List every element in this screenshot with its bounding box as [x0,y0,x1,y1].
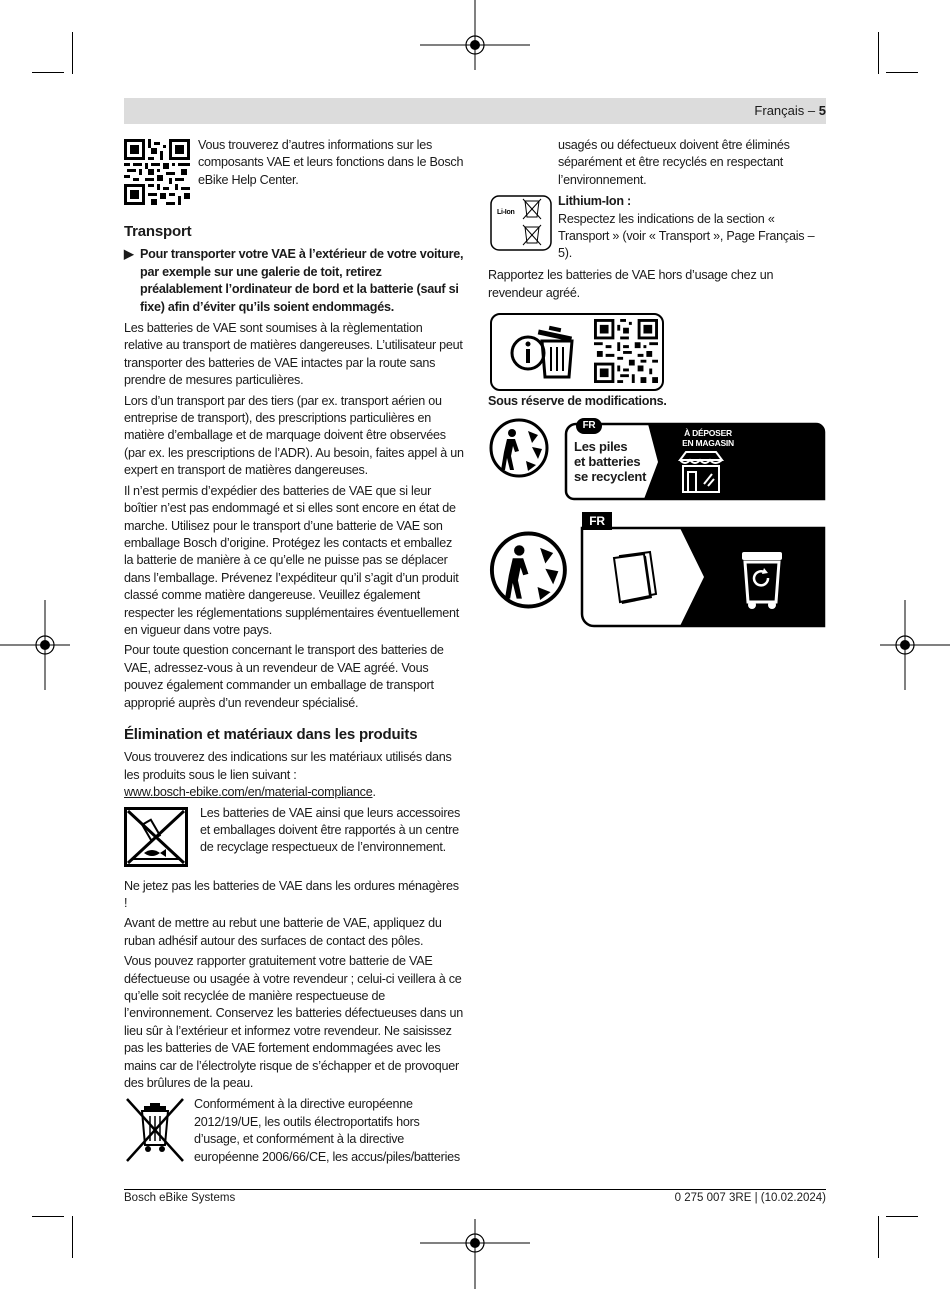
crop-mark [32,1216,64,1217]
triman-label-2 [580,510,826,628]
bullet-arrow-icon: ▶ [124,247,134,262]
footer-company: Bosch eBike Systems [124,1192,236,1204]
triman-text [574,439,646,484]
recycling-block [124,805,464,875]
header-separator: – [807,103,816,118]
footer-rule [124,1189,826,1190]
badge-line: À DÉPOSER [684,428,732,438]
transport-bullet-text: Pour transporter votre VAE à l’extérieur de votre voiture, par exemple sur une galerie de toit, retirez préalablement l’ordinateur de bord et la batterie (sauf si fixe) afin d’éviter qu’ils soient endommagés. [140,247,464,314]
li-ion-title: Lithium-Ion : [558,194,631,209]
info-recycle-box [490,313,664,391]
crop-mark [878,1216,879,1258]
lithium-ion-block [488,193,826,263]
paragraph: Ne jetez pas les batteries de VAE dans les ordures ménagères ! [124,878,459,910]
paragraph: Pour toute question concernant le transport des batteries de VAE, adressez-vous à un revendeur de VAE agréé. Vous pouvez également commander un emballage de transport approprié auprès d’un revendeur spécialisé. [124,643,444,710]
registration-mark-left [0,600,70,690]
transport-title: Transport [124,223,192,240]
crop-mark [878,32,879,74]
paragraph: Avant de mettre au rebut une batterie de VAE, appliquez du ruban adhésif autour des surfaces de contact des pôles. [124,916,442,948]
triman-line: Les piles [574,439,628,454]
store-icon [678,450,724,494]
page-number: 5 [818,103,826,118]
paragraph: Conformément à la directive européenne 2012/19/UE, les outils électroportatifs hors d’usage, et conformément à la directive européenne 2006/66/CE, les accus/piles/batteries [194,1097,460,1164]
triman-recycle-icon [488,527,574,613]
country-badge: FR [589,514,605,528]
info-trash-icon [506,323,582,379]
paper-icon [610,548,660,606]
triman-line: se recyclent [574,469,647,484]
link-suffix: . [372,785,376,800]
crop-mark [72,1216,73,1258]
registration-mark-right [880,600,950,690]
paragraph: Les batteries de VAE ainsi que leurs accessoires et emballages doivent être rapportés à un centre de recyclage respectueux de l’environnement. [200,805,461,855]
weee-block [124,1096,464,1166]
registration-mark-top [420,0,530,70]
crop-mark [886,1216,918,1217]
qr-code-icon [594,319,658,383]
paragraph: usagés ou défectueux doivent être éliminés séparément et être recyclés en respectant l’environnement. [558,138,790,187]
svg-text:Li-Ion: Li-Ion [497,209,515,217]
badge-line: EN MAGASIN [682,438,734,448]
crop-mark [32,72,64,73]
li-ion-text: Respectez les indications de la section « Transport » (voir « Transport », Page Français – 5). [558,211,815,261]
qr-code-icon [124,139,190,205]
country-badge: FR [576,418,602,434]
footer-doc-id: 0 275 007 3RE | (10.02.2024) [674,1192,826,1204]
paragraph: Il n’est permis d’expédier des batteries de VAE que si leur boîtier n’est pas endommagé et si elles sont encore en état de marche. Utilisez pour le transport d’une batterie de VAE son emballage Bosch d’origine. Protégez les contacts et emballez la batterie de manière à ce qu’elle ne puisse pas se déplacer dans l’emballage. Prévenez l’expéditeur qu’il s’agit d’un produit classé comme matière dangereuse. Veuillez également respecter les réglementations supplémentaires éventuellement en vigueur dans votre pays. [124,483,460,637]
crop-mark [72,32,73,74]
triman-recycle-icon [488,417,554,479]
paragraph: Rapportez les batteries de VAE hors d’usage chez un revendeur agréé. [488,268,774,300]
header-label [754,103,826,118]
header-section: Français [754,103,805,118]
crop-mark [886,72,918,73]
right-column [488,137,826,528]
left-column [124,137,464,1166]
qr-block [124,137,464,219]
paragraph: Vous pouvez rapporter gratuitement votre batterie de VAE défectueuse ou usagée à votre revendeur ; celui-ci veillera à ce qu’elle soit recyclée de manière respectueuse de l’environnement. Conservez les batteries défectueuses dans un lieu sûr à l’extérieur et informez votre revendeur. Ne saisissez pas les batteries de VAE fortement endommagées avec les mains car de l’électrolyte risque de s’échapper et de provoquer des brûlures de la peau. [124,954,463,1091]
reserve-note: Sous réserve de modifications. [488,394,667,408]
paragraph: Les batteries de VAE sont soumises à la règlementation relative au transport de matières dangereuses. L’utilisateur peut transporter des batteries de VAE intactes par la route sans prendre de mesures particulières. [124,321,463,388]
paragraph: Lors d’un transport par des tiers (par ex. transport aérien ou entreprise de transport), des prescriptions particulières en matière d’emballage et de marquage doivent être observées (par ex. les prescriptions de l’ADR). Au besoin, faites appel à un expert en transport de matières dangereuses. [124,393,464,478]
registration-mark-bottom [420,1219,530,1289]
triman-line: et batteries [574,454,641,469]
material-compliance-link[interactable]: www.bosch-ebike.com/en/material-compliance [124,785,373,800]
triman-label-1 [564,422,826,501]
li-ion-recycle-icon [490,195,552,251]
materials-text: Vous trouverez des indications sur les matériaux utilisés dans les produits sous le lien suivant : [124,750,452,782]
store-badge-text [662,428,754,448]
qr-description: Vous trouverez d’autres informations sur les composants VAE et leurs fonctions dans le Bosch eBike Help Center. [198,138,464,187]
page-header [124,98,826,124]
no-household-waste-icon [124,807,188,867]
elimination-title: Élimination et matériaux dans les produits [124,725,418,743]
paragraph [124,749,464,801]
recycle-bin-icon [740,548,784,610]
transport-instruction [124,246,464,316]
crossed-out-bin-icon [124,1096,186,1164]
